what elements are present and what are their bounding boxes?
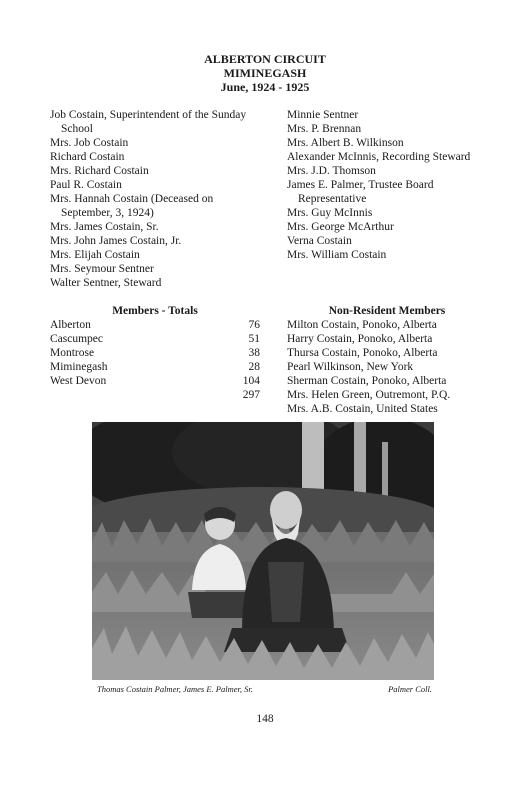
non-resident-members [287, 304, 487, 416]
place-name: West Devon [50, 375, 107, 387]
list-item: Walter Sentner, Steward [50, 277, 162, 289]
list-item: Mrs. Seymour Sentner [50, 263, 154, 275]
place-name: Alberton [50, 319, 91, 331]
totals-title: Members - Totals [112, 305, 198, 317]
table-row [50, 374, 260, 388]
header-location: MIMINEGASH [223, 66, 307, 80]
photo-image [92, 422, 434, 680]
list-item: Pearl Wilkinson, New York [287, 361, 414, 373]
member-count: 38 [248, 347, 260, 359]
table-row [50, 360, 260, 374]
list-item: Verna Costain [287, 235, 352, 247]
list-item: Harry Costain, Ponoko, Alberta [287, 333, 433, 345]
list-item: Sherman Costain, Ponoko, Alberta [287, 375, 447, 387]
historical-photograph [92, 422, 434, 680]
member-count: 104 [242, 375, 260, 387]
non-resident-title: Non-Resident Members [328, 305, 446, 317]
totals-sum: 297 [242, 389, 260, 401]
list-item: Mrs. P. Brennan [287, 123, 362, 135]
list-item: Mrs. Helen Green, Outremont, P.Q. [287, 389, 451, 401]
header-date: June, 1924 - 1925 [220, 80, 310, 94]
list-item: Mrs. Job Costain [50, 137, 129, 149]
list-item: Mrs. A.B. Costain, United States [287, 403, 438, 415]
list-item: Mrs. John James Costain, Jr. [50, 235, 182, 247]
list-item: Mrs. Albert B. Wilkinson [287, 137, 404, 149]
list-item: Thursa Costain, Ponoko, Alberta [287, 347, 438, 359]
list-item: Alexander McInnis, Recording Steward [287, 151, 471, 163]
list-item: Mrs. George McArthur [287, 221, 394, 233]
table-row [50, 332, 260, 346]
members-list-left [50, 108, 260, 290]
caption-credit: Palmer Coll. [388, 684, 432, 694]
list-item: Mrs. J.D. Thomson [287, 165, 376, 177]
list-item: Minnie Sentner [287, 109, 359, 121]
page-header [0, 52, 530, 94]
list-item: Paul R. Costain [50, 179, 122, 191]
list-item: Mrs. Elijah Costain [50, 249, 140, 261]
list-item: Mrs. James Costain, Sr. [50, 221, 159, 233]
caption-people: Thomas Costain Palmer, James E. Palmer, Sr. [97, 684, 253, 694]
header-circuit: ALBERTON CIRCUIT [204, 52, 326, 66]
list-item: Mrs. Guy McInnis [287, 207, 373, 219]
member-count: 51 [248, 333, 260, 345]
list-item: James E. Palmer, Trustee Board Representative [287, 179, 434, 205]
list-item: Job Costain, Superintendent of the Sunday School [50, 109, 247, 135]
table-row [50, 346, 260, 360]
page-number: 148 [256, 713, 274, 725]
table-row [50, 318, 260, 332]
list-item: Milton Costain, Ponoko, Alberta [287, 319, 437, 331]
list-item: Mrs. Richard Costain [50, 165, 149, 177]
list-item: Richard Costain [50, 151, 125, 163]
place-name: Montrose [50, 347, 95, 359]
member-count: 76 [248, 319, 260, 331]
photo-caption [97, 684, 432, 694]
members-list-right [287, 108, 497, 262]
place-name: Miminegash [50, 361, 108, 373]
member-count: 28 [248, 361, 260, 373]
list-item: Mrs. William Costain [287, 249, 387, 261]
list-item: Mrs. Hannah Costain (Deceased on September, 3, 1924) [50, 193, 214, 219]
members-totals [50, 304, 260, 402]
place-name: Cascumpec [50, 333, 104, 345]
